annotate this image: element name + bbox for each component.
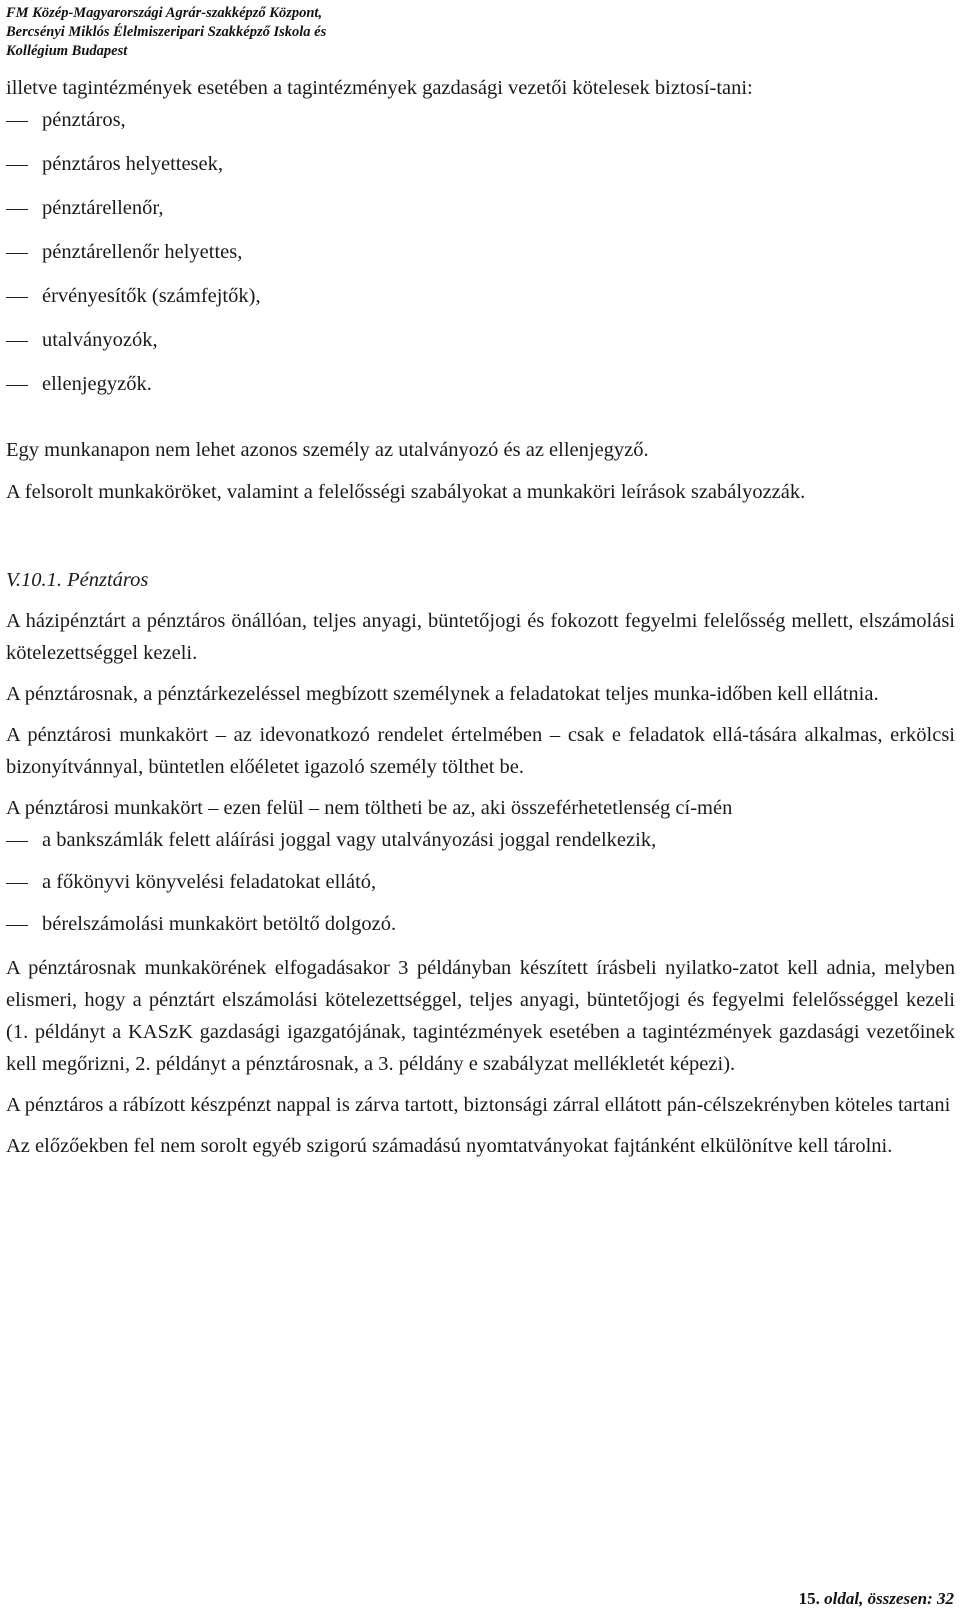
header-line-3: Kollégium Budapest (6, 43, 128, 59)
section-title: Pénztáros (67, 569, 149, 591)
conflicts-list (6, 824, 955, 950)
list-item: érvényesítők (számfejtők), (6, 280, 955, 324)
paragraph-eligibility: A pénztárosi munkakört – az idevonatkozó rendelet értelmében – csak e feladatok ellá-tására alkalmas, erkölcsi bizonyítvánnyal, büntetlen előéletet igazoló személy tölthet be. (6, 724, 955, 778)
list-item: utalványozók, (6, 324, 955, 368)
header-line-2: Bercsényi Miklós Élelmiszeripari Szakképző Iskola és (6, 24, 327, 40)
page-total: oldal, összesen: 32 (824, 1589, 954, 1608)
section-number: V.10.1. (6, 569, 63, 591)
list-item: pénztáros helyettesek, (6, 148, 955, 192)
list-item: pénztáros, (6, 104, 955, 148)
roles-list (6, 104, 955, 412)
same-day-paragraph: Egy munkanapon nem lehet azonos személy az utalványozó és az ellenjegyző. (6, 439, 649, 461)
paragraph-declaration: A pénztárosnak munkakörének elfogadásakor 3 példányban készített írásbeli nyilatko-zatot kell adnia, melyben elismeri, hogy a pénztárt elszámolási kötelezettséggel, teljes anyagi, büntetőjogi és fegyelmi felelősséggel kezeli (1. példányt a KASzK gazdasági igazgatójának, tagintézmények esetében a tagintézmények gazdasági vezetőinek kell megőrizni, 2. példányt a pénztárosnak, a 3. példány e szabályzat mellékletét képezi). (6, 957, 955, 1075)
list-item: pénztárellenőr helyettes, (6, 236, 955, 280)
paragraph-forms: Az előzőekben fel nem sorolt egyéb szigorú számadású nyomtatványokat fajtánként elkülönítve kell tárolni. (6, 1135, 893, 1157)
list-item: ellenjegyzők. (6, 368, 955, 412)
paragraph-working-time: A pénztárosnak, a pénztárkezeléssel megbízott személynek a feladatokat teljes munka-időben kell ellátnia. (6, 683, 879, 705)
document-body (6, 72, 955, 1162)
document-header (6, 4, 326, 61)
job-description-paragraph: A felsorolt munkaköröket, valamint a felelősségi szabályokat a munkaköri leírások szabályozzák. (6, 481, 806, 503)
paragraph-incompatibility: A pénztárosi munkakört – ezen felül – nem töltheti be az, aki összeférhetetlenség cí-mén (6, 797, 733, 819)
list-item: a bankszámlák felett aláírási joggal vagy utalványozási joggal rendelkezik, (6, 824, 955, 866)
section-heading (6, 564, 955, 596)
paragraph-safe: A pénztáros a rábízott készpénzt nappal is zárva tartott, biztonsági zárral ellátott pán-célszekrényben köteles tartani (6, 1094, 951, 1116)
paragraph-cash-management: A házipénztárt a pénztáros önállóan, teljes anyagi, büntetőjogi és fokozott fegyelmi felelősség mellett, elszámolási kötelezettséggel kezeli. (6, 610, 955, 664)
page-number: 15. (798, 1589, 820, 1608)
intro-paragraph: illetve tagintézmények esetében a tagintézmények gazdasági vezetői kötelesek biztosí-tani: (6, 77, 753, 99)
list-item: a főkönyvi könyvelési feladatokat ellátó, (6, 866, 955, 908)
list-item: bérelszámolási munkakört betöltő dolgozó. (6, 908, 955, 950)
page-footer (799, 1589, 954, 1609)
list-item: pénztárellenőr, (6, 192, 955, 236)
header-line-1: FM Közép-Magyarországi Agrár-szakképző Központ, (6, 5, 323, 21)
